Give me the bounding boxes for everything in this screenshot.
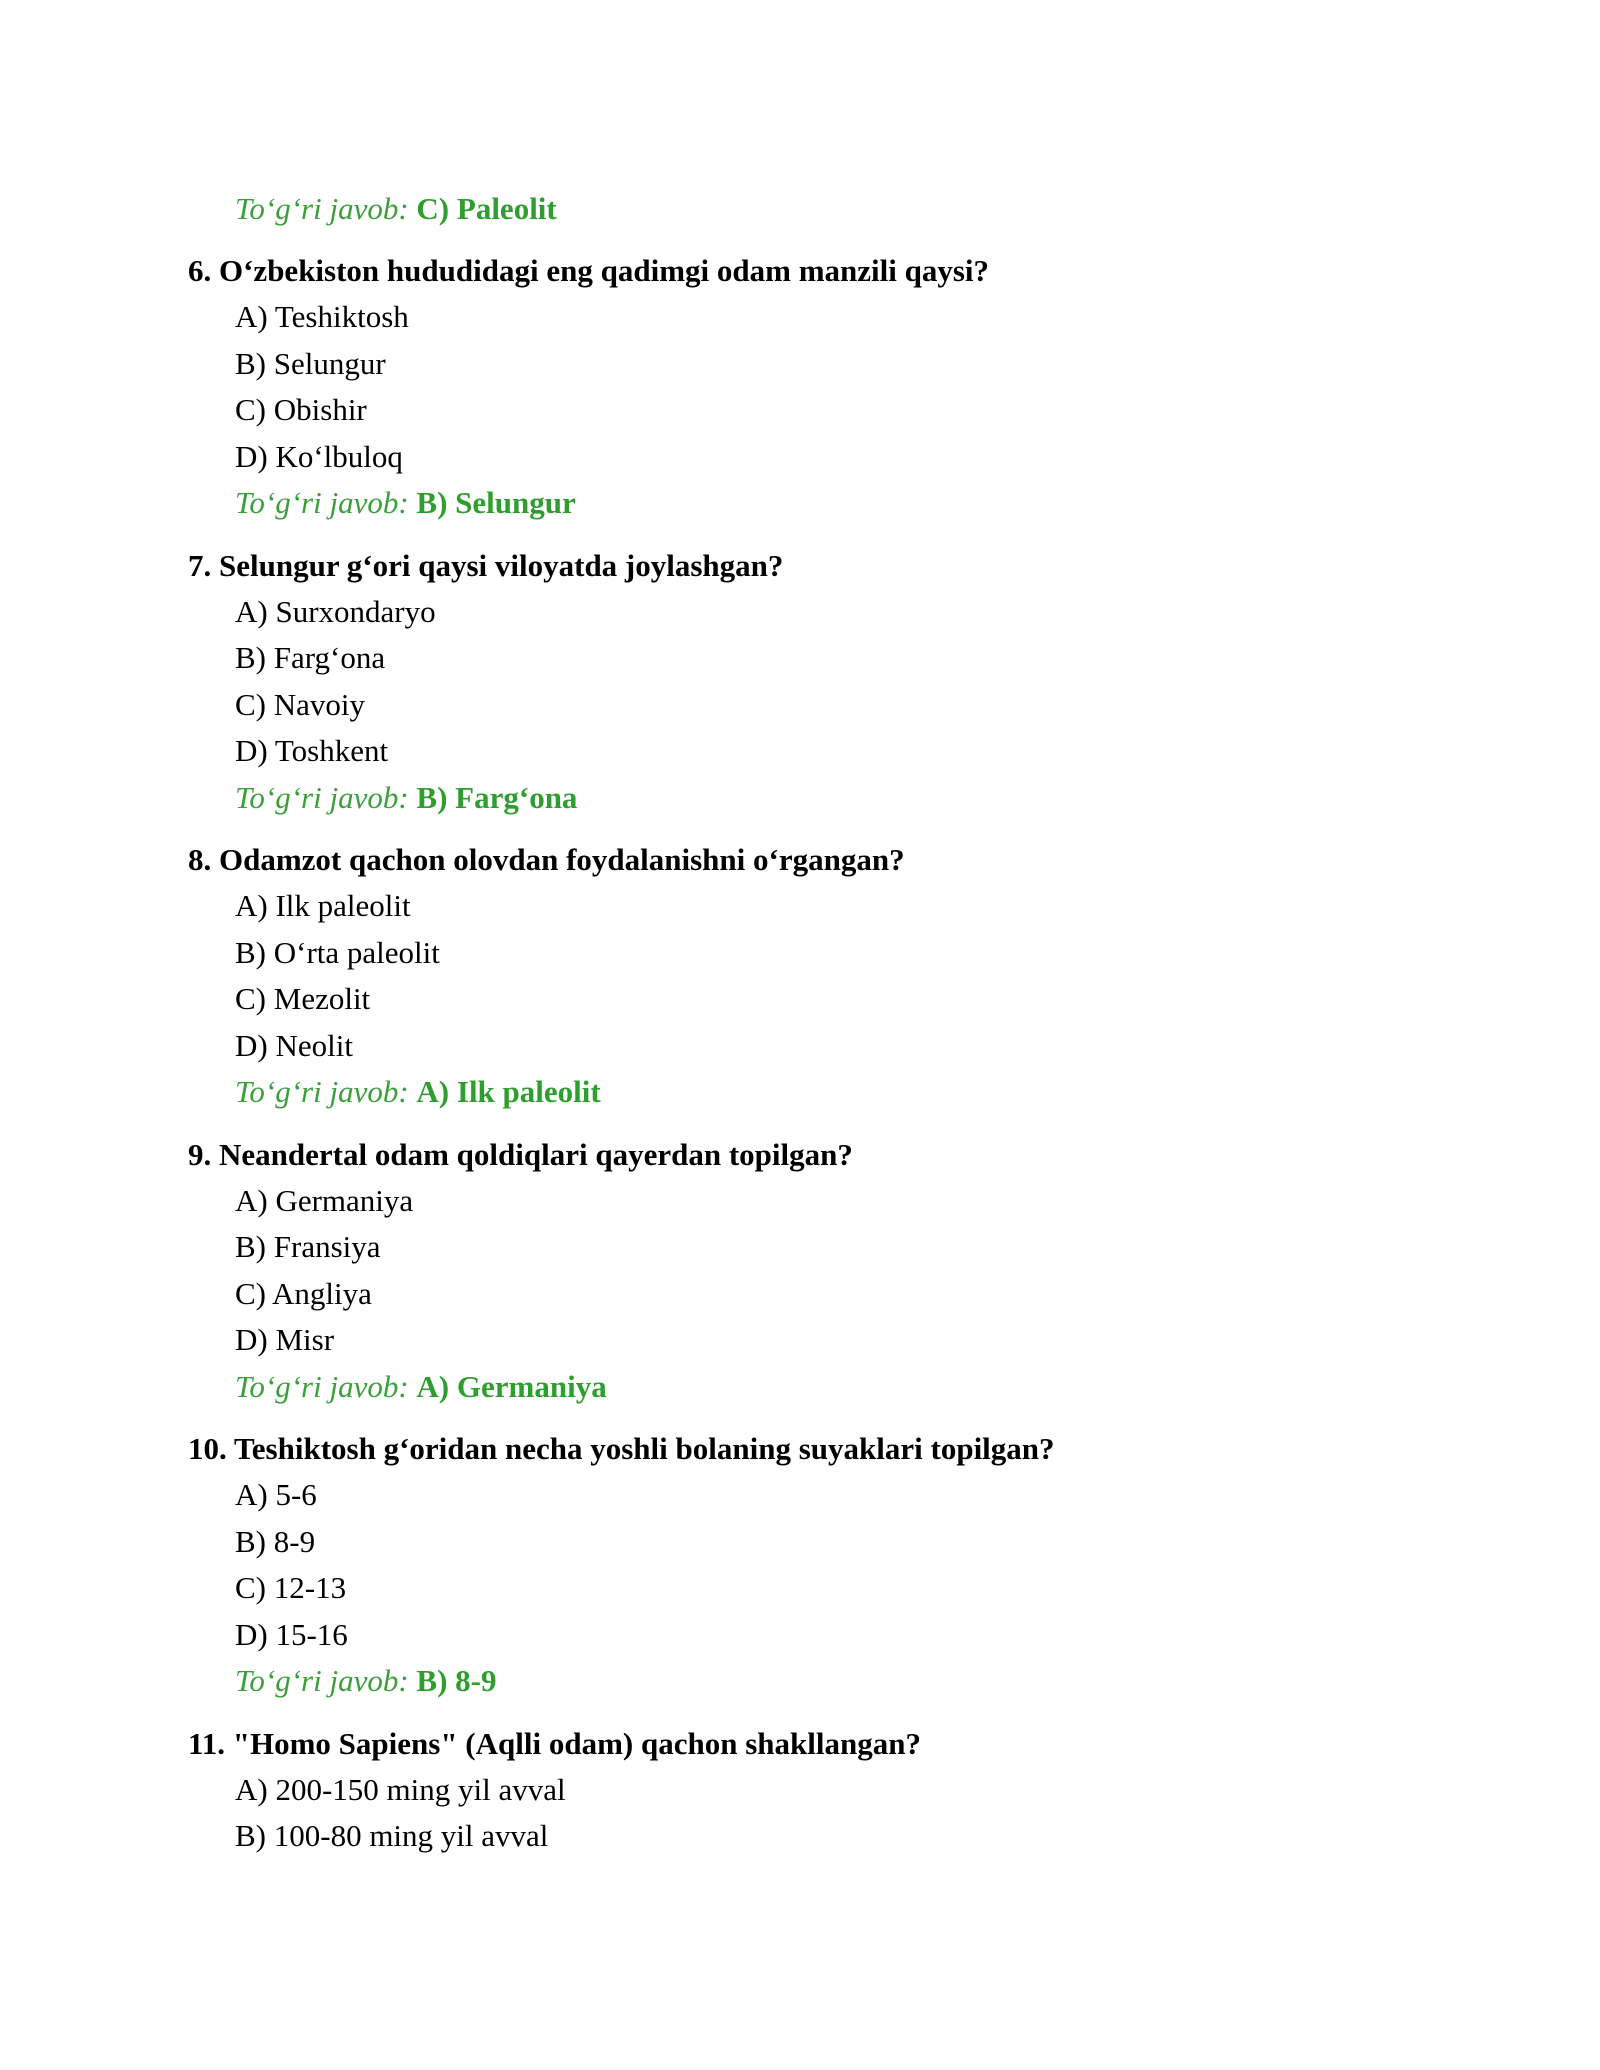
correct-answer-line <box>235 1364 1448 1411</box>
correct-answer-value: A) Ilk paleolit <box>416 1074 601 1109</box>
question-title: 6. O‘zbekiston hududidagi eng qadimgi odam manzili qaysi? <box>188 253 990 288</box>
answer-option: D) Ko‘lbuloq <box>235 438 403 474</box>
correct-answer-value: B) Farg‘ona <box>416 779 578 815</box>
correct-answer-value: B) Selungur <box>416 485 576 520</box>
answer-option: B) Farg‘ona <box>235 640 386 675</box>
answer-option: B) 8-9 <box>235 1523 316 1559</box>
answer-option: D) Toshkent <box>235 733 389 768</box>
question-title: 9. Neandertal odam qoldiqlari qayerdan topilgan? <box>188 1136 853 1172</box>
answer-option: B) 100-80 ming yil avval <box>235 1818 549 1853</box>
answer-option: D) Neolit <box>235 1027 353 1063</box>
question-block <box>188 1132 1448 1411</box>
answer-option: A) 200-150 ming yil avval <box>235 1771 566 1807</box>
correct-answer-value: A) Germaniya <box>416 1368 607 1404</box>
correct-answer-value: C) Paleolit <box>416 191 557 226</box>
correct-answer-prefix: To‘g‘ri javob: <box>235 779 409 815</box>
answer-option: C) Navoiy <box>235 686 366 722</box>
question-title: 10. Teshiktosh g‘oridan necha yoshli bolaning suyaklari topilgan? <box>188 1431 1055 1466</box>
quiz-content <box>188 186 1448 1860</box>
answer-option: C) Mezolit <box>235 981 371 1016</box>
answer-option: C) Obishir <box>235 392 367 427</box>
answer-option: A) 5-6 <box>235 1477 317 1512</box>
correct-answer-line <box>235 186 1448 232</box>
answer-option: B) Fransiya <box>235 1229 381 1264</box>
question-title: 11. "Homo Sapiens" (Aqlli odam) qachon shakllangan? <box>188 1725 921 1761</box>
answer-option: A) Germaniya <box>235 1182 414 1218</box>
correct-answer-prefix: To‘g‘ri javob: <box>235 1368 409 1404</box>
answer-option: C) Angliya <box>235 1275 372 1311</box>
answer-option: A) Teshiktosh <box>235 299 409 334</box>
question-block <box>188 1721 1448 1860</box>
correct-answer-line <box>235 775 1448 822</box>
question-block <box>188 248 1448 527</box>
answer-option: D) Misr <box>235 1322 335 1357</box>
answer-option: C) 12-13 <box>235 1570 347 1605</box>
question-title: 8. Odamzot qachon olovdan foydalanishni o‘rgangan? <box>188 842 905 877</box>
answer-option: D) 15-16 <box>235 1616 348 1652</box>
correct-answer-prefix: To‘g‘ri javob: <box>235 1663 409 1698</box>
answer-option: A) Surxondaryo <box>235 593 436 629</box>
question-block <box>188 837 1448 1116</box>
question-block <box>188 543 1448 822</box>
correct-answer-prefix: To‘g‘ri javob: <box>235 191 409 226</box>
answer-option: B) O‘rta paleolit <box>235 934 440 970</box>
question-title: 7. Selungur g‘ori qaysi viloyatda joylashgan? <box>188 547 784 583</box>
answer-option: A) Ilk paleolit <box>235 888 411 923</box>
correct-answer-line <box>235 480 1448 527</box>
correct-answer-prefix: To‘g‘ri javob: <box>235 1074 409 1109</box>
correct-answer-value: B) 8-9 <box>416 1663 497 1698</box>
question-block <box>188 1426 1448 1705</box>
correct-answer-line <box>235 1658 1448 1705</box>
correct-answer-prefix: To‘g‘ri javob: <box>235 485 409 520</box>
correct-answer-line <box>235 1069 1448 1116</box>
answer-option: B) Selungur <box>235 345 386 381</box>
